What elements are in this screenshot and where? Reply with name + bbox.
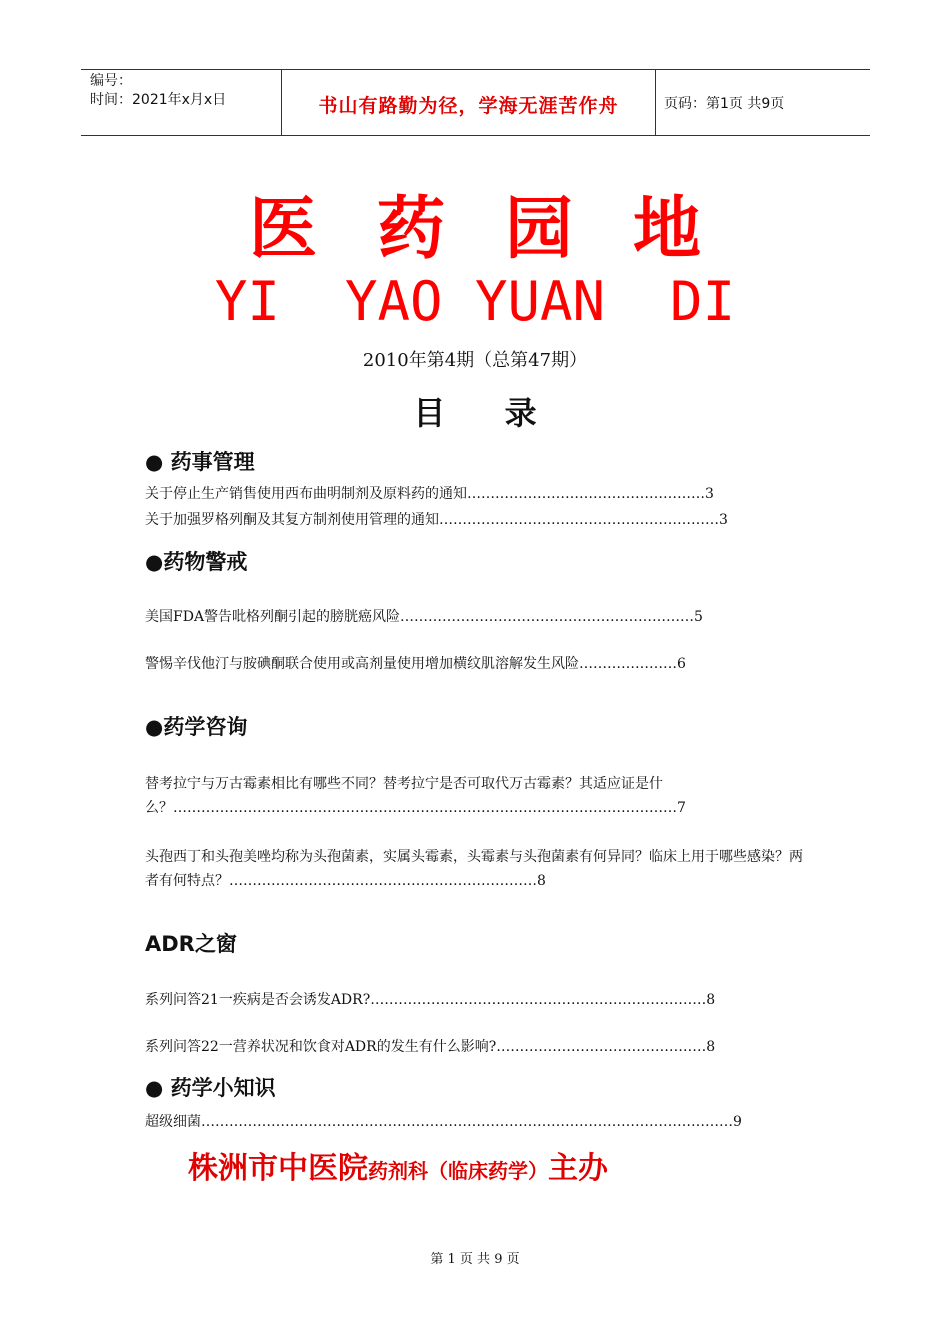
section-heading: ADR之窗 (145, 932, 237, 956)
masthead-title-pinyin: YI YAO YUAN DI (214, 270, 736, 333)
sponsor-department: 药剂科（临床药学） (368, 1159, 548, 1183)
section-heading: ●药物警戒 (145, 550, 248, 574)
toc-entry[interactable]: 超级细菌……………………………………………………………………………………………………9 (145, 1114, 742, 1130)
toc-entry[interactable]: 关于加强罗格列酮及其复方制剂使用管理的通知……………………………………………………3 (145, 512, 728, 528)
header-bottom-rule (81, 135, 870, 136)
header-page-info: 页码：第1页 共9页 (664, 96, 785, 112)
header-divider (655, 69, 656, 136)
issue-number: 2010年第4期（总第47期） (362, 350, 588, 371)
header-meta (90, 72, 226, 110)
section-heading: ● 药事管理 (145, 450, 255, 474)
toc-entry[interactable]: 系列问答22一营养状况和饮食对ADR的发生有什么影响?………………………………………8 (145, 1039, 716, 1055)
toc-entry[interactable]: 替考拉宁与万古霉素相比有哪些不同？替考拉宁是否可取代万古霉素？其适应证是什么？………………………………………………………………………………………………7 (145, 776, 686, 816)
toc-title: 目 录 (413, 394, 561, 432)
sponsor-suffix: 主办 (548, 1151, 608, 1186)
masthead-title: 医药园地 (248, 189, 761, 269)
toc-entry[interactable]: 头孢西丁和头孢美唑均称为头孢菌素，实属头霉素，头霉素与头孢菌素有何异同？临床上用于哪些感染？两者有何特点？…………………………………………………………8 (145, 849, 803, 889)
section-heading: ●药学咨询 (145, 715, 248, 739)
page-footer: 第 1 页 共 9 页 (430, 1252, 520, 1267)
header-motto: 书山有路勤为径，学海无涯苦作舟 (318, 95, 619, 117)
toc-entry[interactable]: 美国FDA警告吡格列酮引起的膀胱癌风险………………………………………………………5 (145, 609, 703, 625)
sponsor-line (188, 1143, 608, 1187)
toc-entry[interactable]: 关于停止生产销售使用西布曲明制剂及原料药的通知……………………………………………3 (145, 486, 714, 502)
number-label: 编号： (90, 73, 132, 89)
sponsor-hospital: 株洲市中医院 (188, 1151, 368, 1186)
toc-entry[interactable]: 警惕辛伐他汀与胺碘酮联合使用或高剂量使用增加横纹肌溶解发生风险…………………6 (145, 656, 686, 672)
time-label: 时间：2021年x月x日 (90, 92, 227, 108)
header-top-rule (81, 69, 870, 70)
toc-entry[interactable]: 系列问答21一疾病是否会诱发ADR?………………………………………………………………8 (145, 992, 716, 1008)
section-heading: ● 药学小知识 (145, 1076, 276, 1100)
